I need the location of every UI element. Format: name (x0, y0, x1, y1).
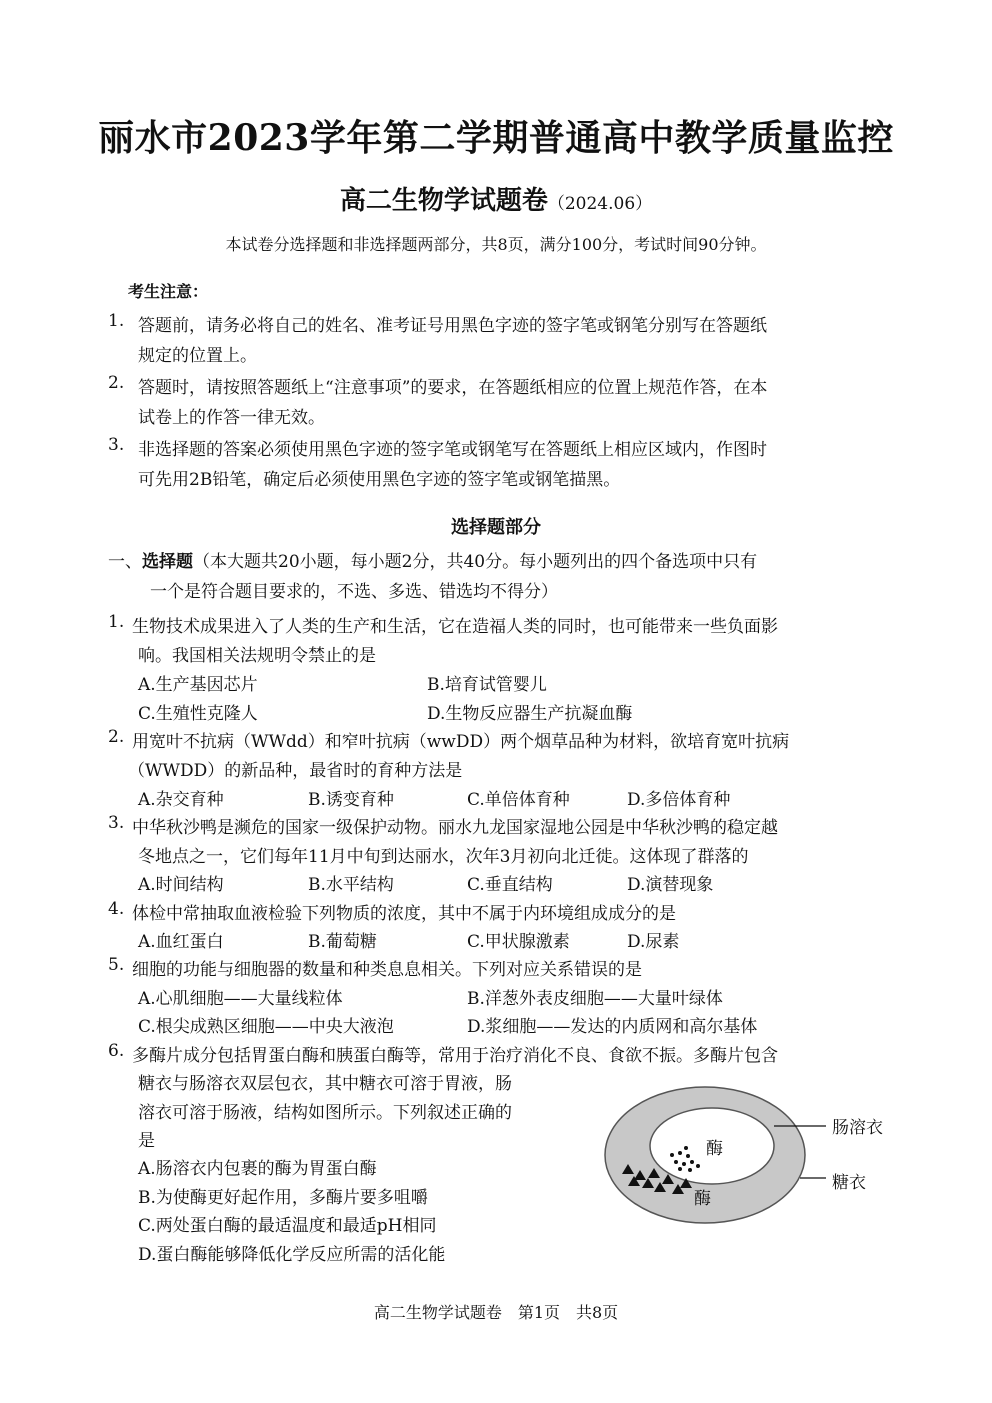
enteric-coat-label: 肠溶衣 (832, 1118, 883, 1138)
note-line: 非选择题的答案必须使用黑色字迹的签字笔或钢笔写在答题纸上相应区域内，作图时 (138, 440, 767, 460)
option-c: C.生殖性克隆人 (138, 704, 258, 724)
question-text: 中华秋沙鸭是濒危的国家一级保护动物。丽水九龙国家湿地公园是中华秋沙鸭的稳定越 (132, 818, 778, 838)
option-d: D.演替现象 (627, 875, 714, 895)
exam-intro: 本试卷分选择题和非选择题两部分，共8页，满分100分，考试时间90分钟。 (225, 235, 767, 254)
section-title: 选择题部分 (451, 517, 541, 538)
sugar-coat-label: 糖衣 (832, 1173, 866, 1193)
option-c: C.两处蛋白酶的最适温度和最适pH相同 (138, 1216, 437, 1236)
question-text: 用宽叶不抗病（WWdd）和窄叶抗病（wwDD）两个烟草品种为材料，欲培育宽叶抗病 (132, 732, 790, 752)
outer-enzyme-label: 酶 (694, 1189, 711, 1209)
exam-subtitle (0, 180, 992, 217)
part-label: 选择题 (142, 552, 193, 572)
subtitle-text: 高二生物学试题卷 (339, 186, 548, 216)
option-a: A.生产基因芯片 (138, 675, 258, 695)
tablet-diagram (600, 1080, 920, 1230)
question-number: 5. (108, 955, 125, 975)
option-d: D.尿素 (627, 932, 680, 952)
option-b: B.培育试管婴儿 (427, 675, 547, 695)
part-heading (108, 547, 757, 572)
question-text: 生物技术成果进入了人类的生产和生活，它在造福人类的同时，也可能带来一些负面影 (132, 617, 778, 637)
exam-title: 丽水市2023学年第二学期普通高中教学质量监控 (98, 117, 894, 159)
question-text: 冬地点之一，它们每年11月中旬到达丽水，次年3月初向北迁徙。这体现了群落的 (138, 847, 749, 867)
note-line: 答题前，请务必将自己的姓名、准考证号用黑色字迹的签字笔或钢笔分别写在答题纸 (138, 316, 767, 336)
option-b: B.葡萄糖 (308, 932, 377, 952)
option-a: A.血红蛋白 (138, 932, 224, 952)
question-number: 3. (108, 813, 125, 833)
question-text: 细胞的功能与细胞器的数量和种类息息相关。下列对应关系错误的是 (132, 960, 642, 980)
question-text: 是 (138, 1131, 155, 1151)
note-number: 1. (108, 311, 125, 331)
question-number: 4. (108, 899, 125, 919)
option-c: C.甲状腺激素 (467, 932, 570, 952)
note-line: 可先用2B铅笔，确定后必须使用黑色字迹的签字笔或钢笔描黑。 (138, 470, 621, 490)
option-a: A.时间结构 (138, 875, 224, 895)
question-text: 多酶片成分包括胃蛋白酶和胰蛋白酶等，常用于治疗消化不良、食欲不振。多酶片包含 (132, 1046, 778, 1066)
question-text: 糖衣与肠溶衣双层包衣，其中糖衣可溶于胃液，肠 (138, 1074, 512, 1094)
note-number: 3. (108, 435, 125, 455)
option-c: C.单倍体育种 (467, 790, 570, 810)
option-d: D.蛋白酶能够降低化学反应所需的活化能 (138, 1245, 446, 1265)
page-footer: 高二生物学试题卷 第1页 共8页 (373, 1303, 619, 1322)
option-a: A.杂交育种 (138, 790, 224, 810)
question-text: 体检中常抽取血液检验下列物质的浓度，其中不属于内环境组成成分的是 (132, 904, 676, 924)
option-d: D.多倍体育种 (627, 790, 731, 810)
exam-date: （2024.06） (547, 194, 653, 214)
inner-enzyme-label: 酶 (706, 1139, 723, 1159)
question-text: （WWDD）的新品种，最省时的育种方法是 (128, 761, 463, 781)
note-line: 试卷上的作答一律无效。 (138, 408, 325, 428)
option-d: D.浆细胞——发达的内质网和高尔基体 (467, 1017, 758, 1037)
part-desc: （本大题共20小题，每小题2分，共40分。每小题列出的四个备选项中只有 (193, 552, 758, 572)
option-b: B.水平结构 (308, 875, 394, 895)
note-line: 规定的位置上。 (138, 346, 257, 366)
question-number: 6. (108, 1041, 125, 1061)
option-a: A.肠溶衣内包裹的酶为胃蛋白酶 (138, 1159, 377, 1179)
option-b: B.为使酶更好起作用，多酶片要多咀嚼 (138, 1188, 428, 1208)
note-line: 答题时，请按照答题纸上“注意事项”的要求，在答题纸相应的位置上规范作答，在本 (138, 378, 768, 398)
part-prefix: 一、 (108, 552, 142, 572)
notes-title: 考生注意： (128, 282, 209, 301)
question-text: 溶衣可溶于肠液，结构如图所示。下列叙述正确的 (138, 1103, 512, 1123)
option-b: B.洋葱外表皮细胞——大量叶绿体 (467, 989, 723, 1009)
part-desc-line2: 一个是符合题目要求的，不选、多选、错选均不得分） (150, 582, 558, 602)
option-d: D.生物反应器生产抗凝血酶 (427, 704, 633, 724)
option-a: A.心肌细胞——大量线粒体 (138, 989, 343, 1009)
option-b: B.诱变育种 (308, 790, 394, 810)
note-number: 2. (108, 373, 125, 393)
question-number: 1. (108, 612, 125, 632)
question-number: 2. (108, 727, 125, 747)
question-text: 响。我国相关法规明令禁止的是 (138, 646, 376, 666)
option-c: C.垂直结构 (467, 875, 553, 895)
option-c: C.根尖成熟区细胞——中央大液泡 (138, 1017, 394, 1037)
